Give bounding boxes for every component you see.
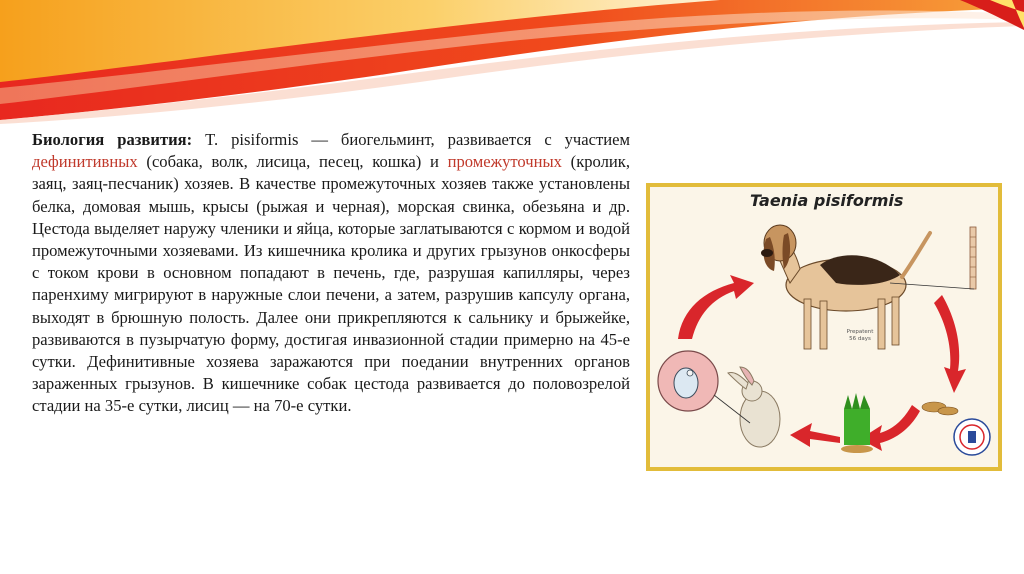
text-segment: (собака, волк, лисица, песец, кошка) и	[137, 152, 448, 172]
intermediate-hosts-term: промежуточных	[447, 152, 562, 172]
figure-title: Taenia pisiformis	[750, 191, 904, 210]
cysticercus-inset	[658, 351, 750, 423]
biology-description	[32, 129, 630, 418]
decorative-banner	[0, 0, 1024, 130]
prepatent-line1: Prepatent	[846, 329, 874, 335]
life-cycle-figure	[646, 183, 1002, 471]
rabbit-illustration	[728, 367, 780, 447]
grass-illustration	[841, 393, 873, 453]
definitive-hosts-term: дефинитивных	[32, 152, 138, 172]
text-segment: T. pisiformis — биогельминт, развивается с участием	[192, 130, 630, 149]
proglottid-segments	[922, 402, 958, 415]
arrow-egg-to-dog	[678, 275, 754, 339]
society-logo	[954, 419, 990, 455]
arrow-grass-to-rabbit	[790, 423, 840, 447]
biology-heading: Биология развития:	[32, 130, 193, 149]
life-cycle-illustration	[650, 187, 998, 467]
prepatent-label	[830, 329, 890, 343]
prepatent-line2: 56 days	[849, 336, 871, 342]
arrow-dog-to-segments	[934, 295, 966, 393]
text-body: (кролик, заяц, заяц-песчаник) хозяев. В качестве промежуточных хозяев также установлены белка, домовая мышь, крысы (рыжая и черная), морская свинка, обезьяна и др. Цестода выделяет наружу членики и яйца, которые заглатываются с кормом и водой промежуточными хозяевами. Из кишечника кролика и других грызунов онкосферы с током крови в основном попадают в печень, где, разрушая капилляры, через паренхиму мигрируют в наружные слои печени, а затем, разрушив капсулу органа, выходят в брюшную полость. Далее они прикрепляются к сальнику и брыжейке, развиваются в пузырчатую форму, достигая инвазионной стадии примерно на 45-е сутки. Дефинитивные хозяева заражаются при поедании внутренних органов зараженных грызунов. В кишечнике собак цестода развивается до половозрелой стадии на 35-е сутки, лисиц — на 70-е сутки.	[32, 152, 630, 416]
